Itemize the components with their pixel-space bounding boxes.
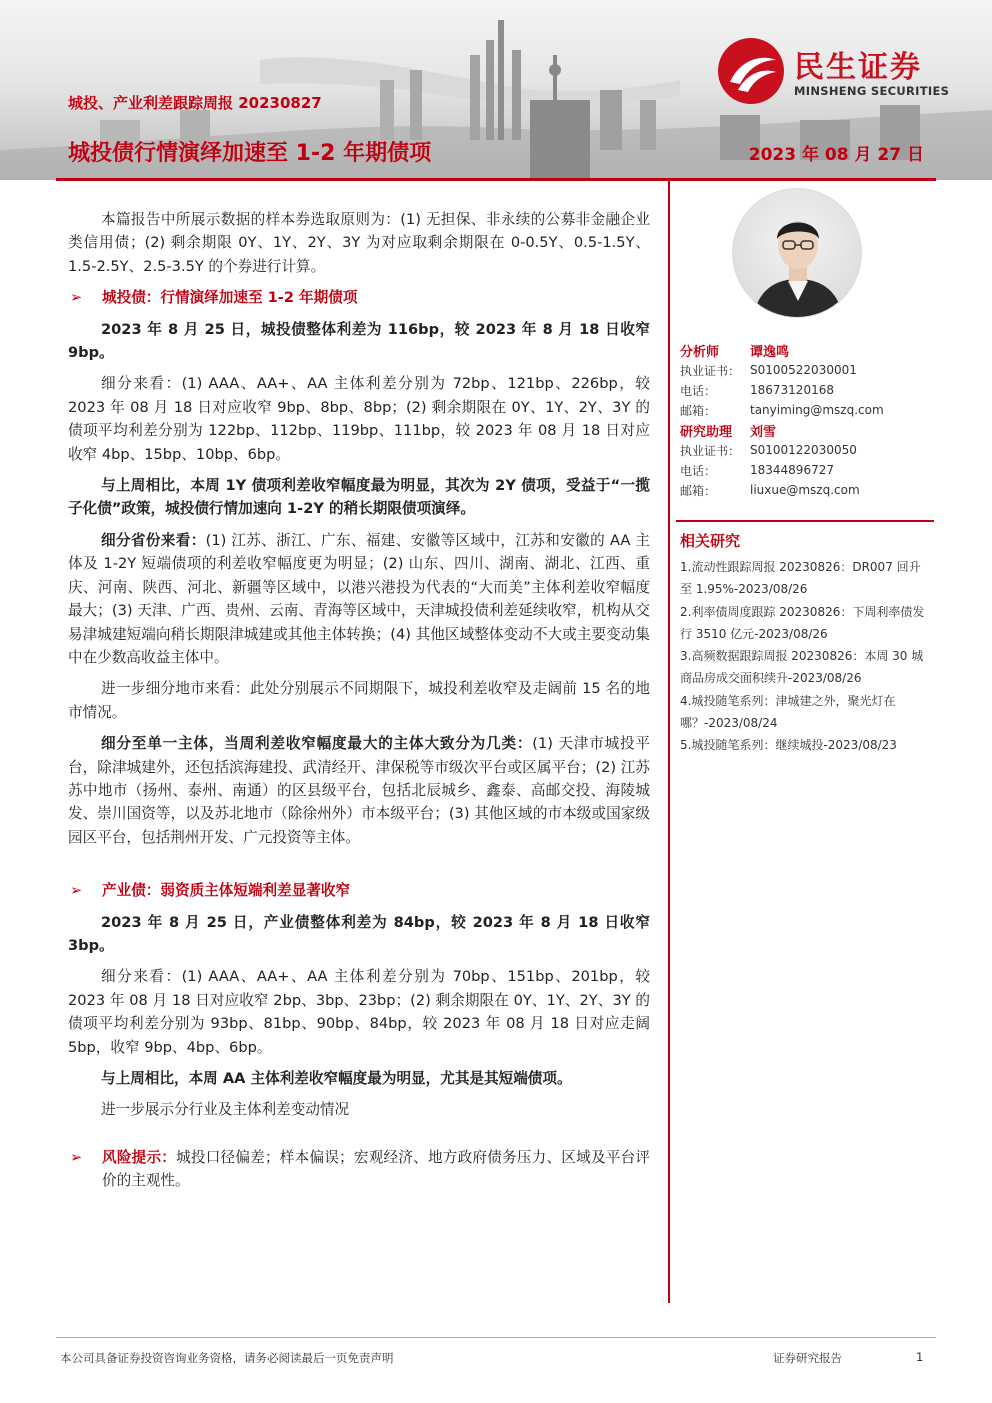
chengtou-cities: 进一步细分地市来看：此处分别展示不同期限下，城投利差收窄及走阔前 15 名的地市情况。 [68, 680, 650, 721]
cert-value: S0100522030001 [750, 363, 857, 377]
chengtou-provinces [68, 529, 650, 669]
assistant-row [680, 420, 932, 440]
provinces-text: (1) 江苏、浙江、广东、福建、安徽等区域中，江苏和安徽的 AA 主体及 1-2Y 短端债项的利差收窄幅度更为明显；(2) 山东、四川、湖南、湖北、江西、重庆、河南、陕西、河北、新疆等区域中，以港兴港投为代表的“大而美”主体利差收窄幅度最大；(3) 天津、广西、贵州、云南、青海等区域中，天津城投债利差延续收窄，机构从交易津城建短端向稍长期限津城建或其他主体转换；(4) 其他区域整体变动不大或主要变动集中在少数高收益主体中。 [68, 531, 650, 666]
page-number: 1 [916, 1350, 924, 1364]
analyst-photo [732, 188, 862, 318]
email-label: 邮箱： [680, 483, 717, 498]
logo-text-cn: 民生证券 [794, 50, 922, 85]
logo-text-en: MINSHENG SECURITIES [794, 84, 950, 98]
section-heading-text: 城投债：行情演绎加速至 1-2 年期债项 [102, 289, 358, 307]
related-research-title: 相关研究 [680, 532, 741, 550]
analyst-info [680, 340, 932, 500]
chengtou-weekly-compare: 与上周相比，本周 1Y 债项利差收窄幅度最为明显，其次为 2Y 债项，受益于“一揽子化债”政策，城投债行情加速向 1-2Y 的稍长期限债项演绎。 [68, 477, 650, 518]
related-item[interactable]: 3.高频数据跟踪周报 20230826：本周 30 城商品房成交面积续升-2023/08/26 [680, 649, 924, 686]
industry-weekly-compare: 与上周相比，本周 AA 主体利差收窄幅度最为明显，尤其是其短端债项。 [101, 1070, 572, 1087]
analyst-name: 谭逸鸣 [750, 344, 790, 360]
industry-further: 进一步展示分行业及主体利差变动情况 [101, 1101, 350, 1119]
footer-divider [56, 1337, 936, 1338]
provinces-lead: 细分省份来看： [101, 531, 206, 549]
analyst-row [680, 340, 932, 360]
email-link[interactable]: tanyiming@mszq.com [750, 403, 884, 417]
phone-label: 电话： [680, 383, 717, 398]
cert-value: S0100122030050 [750, 443, 857, 457]
assistant-name: 刘雪 [750, 424, 777, 440]
risk-warning [68, 1146, 650, 1193]
related-research-list [680, 556, 932, 757]
intro-paragraph: 本篇报告中所展示数据的样本券选取原则为：(1) 无担保、非永续的公募非金融企业类信用债；(2) 剩余期限 0Y、1Y、2Y、3Y 为对应取剩余期限在 0-0.5Y、0.5-1.5Y、1.5-2.5Y、2.5-3.5Y 的个券进行计算。 [68, 211, 650, 275]
phone-row [680, 460, 932, 480]
industry-overall: 2023 年 8 月 25 日，产业债整体利差为 84bp，较 2023 年 8 月 18 日收窄 3bp。 [68, 913, 650, 954]
report-summary [68, 208, 650, 1201]
email-label: 邮箱： [680, 403, 717, 418]
header-divider [56, 178, 936, 181]
related-item[interactable]: 2.利率债周度跟踪 20230826：下周利率债发行 3510 亿元-2023/08/26 [680, 604, 925, 641]
minsheng-logo [718, 38, 968, 108]
phone-value: 18673120168 [750, 383, 834, 397]
email-row [680, 480, 932, 500]
email-row [680, 400, 932, 420]
related-item[interactable]: 1.流动性跟踪周报 20230826：DR007 回升至 1.95%-2023/08/26 [680, 560, 921, 597]
entities-text: (1) 天津市城投平台，除津城建外，还包括滨海建投、武清经开、津保税等市级次平台或区属平台；(2) 江苏苏中地市（扬州、泰州、南通）的区县级平台，包括北辰城乡、鑫泰、高邮交投、海陵城发、崇川国资等，以及苏北地市（除徐州外）市本级平台；(3) 其他区域的市本级或国家级园区平台，包括荆州开发、广元投资等主体。 [68, 735, 650, 846]
chengtou-overall: 2023 年 8 月 25 日，城投债整体利差为 116bp，较 2023 年 8 月 18 日收窄 9bp。 [68, 320, 650, 362]
phone-label: 电话： [680, 463, 717, 478]
phone-row [680, 380, 932, 400]
chengtou-breakdown: 细分来看：(1) AAA、AA+、AA 主体利差分别为 72bp、121bp、226bp，较 2023 年 08 月 18 日对应收窄 9bp、8bp、8bp；(2) 剩余期限在 0Y、1Y、2Y、3Y 的债项平均利差分别为 122bp、112bp、119bp、111bp，较 2023 年 08 月 18 日对应收窄 4bp、15bp、10bp、6bp。 [68, 375, 650, 463]
series-title: 城投、产业利差跟踪周报 20230827 [68, 94, 322, 112]
column-divider [668, 181, 670, 1303]
header-banner [0, 0, 992, 180]
report-title: 城投债行情演绎加速至 1-2 年期债项 [68, 141, 432, 166]
related-item[interactable]: 4.城投随笔系列：津城建之外，聚光灯在哪？-2023/08/24 [680, 693, 896, 731]
logo-mark-icon [718, 38, 784, 104]
footer-disclaimer: 本公司具备证券投资咨询业务资格，请务必阅读最后一页免责声明 [60, 1351, 394, 1365]
footer-doc-type: 证券研究报告 [773, 1351, 842, 1365]
cert-label: 执业证书： [680, 363, 741, 378]
arrow-bullet-icon: ➢ [70, 882, 83, 900]
arrow-bullet-icon: ➢ [70, 1148, 83, 1166]
risk-label: 风险提示： [102, 1148, 177, 1166]
email-link[interactable]: liuxue@mszq.com [750, 483, 860, 497]
industry-breakdown: 细分来看：(1) AAA、AA+、AA 主体利差分别为 70bp、151bp、201bp，较 2023 年 08 月 18 日对应收窄 2bp、3bp、23bp；(2) 剩余期限在 0Y、1Y、2Y、3Y 的债项平均利差分别为 93bp、81bp、90bp、84bp，较 2023 年 08 月 18 日对应走阔 5bp，收窄 9bp、4bp、6bp。 [68, 968, 650, 1056]
section-heading-industry [68, 879, 650, 902]
chengtou-entities [68, 732, 650, 849]
cert-row [680, 360, 932, 380]
phone-value: 18344896727 [750, 463, 834, 477]
cert-label: 执业证书： [680, 443, 741, 458]
entities-lead: 细分至单一主体，当周利差收窄幅度最大的主体大致分为几类： [101, 735, 533, 753]
related-divider [676, 520, 934, 522]
assistant-role: 研究助理 [680, 424, 733, 440]
section-heading-text: 产业债：弱资质主体短端利差显著收窄 [102, 882, 351, 900]
arrow-bullet-icon: ➢ [70, 289, 83, 307]
analyst-role: 分析师 [680, 344, 720, 360]
cert-row [680, 440, 932, 460]
report-date: 2023 年 08 月 27 日 [748, 145, 924, 165]
section-heading-chengtou [68, 286, 650, 309]
related-item[interactable]: 5.城投随笔系列：继续城投-2023/08/23 [680, 738, 897, 753]
risk-text: 城投口径偏差；样本偏误；宏观经济、地方政府债务压力、区域及平台评价的主观性。 [102, 1148, 650, 1190]
